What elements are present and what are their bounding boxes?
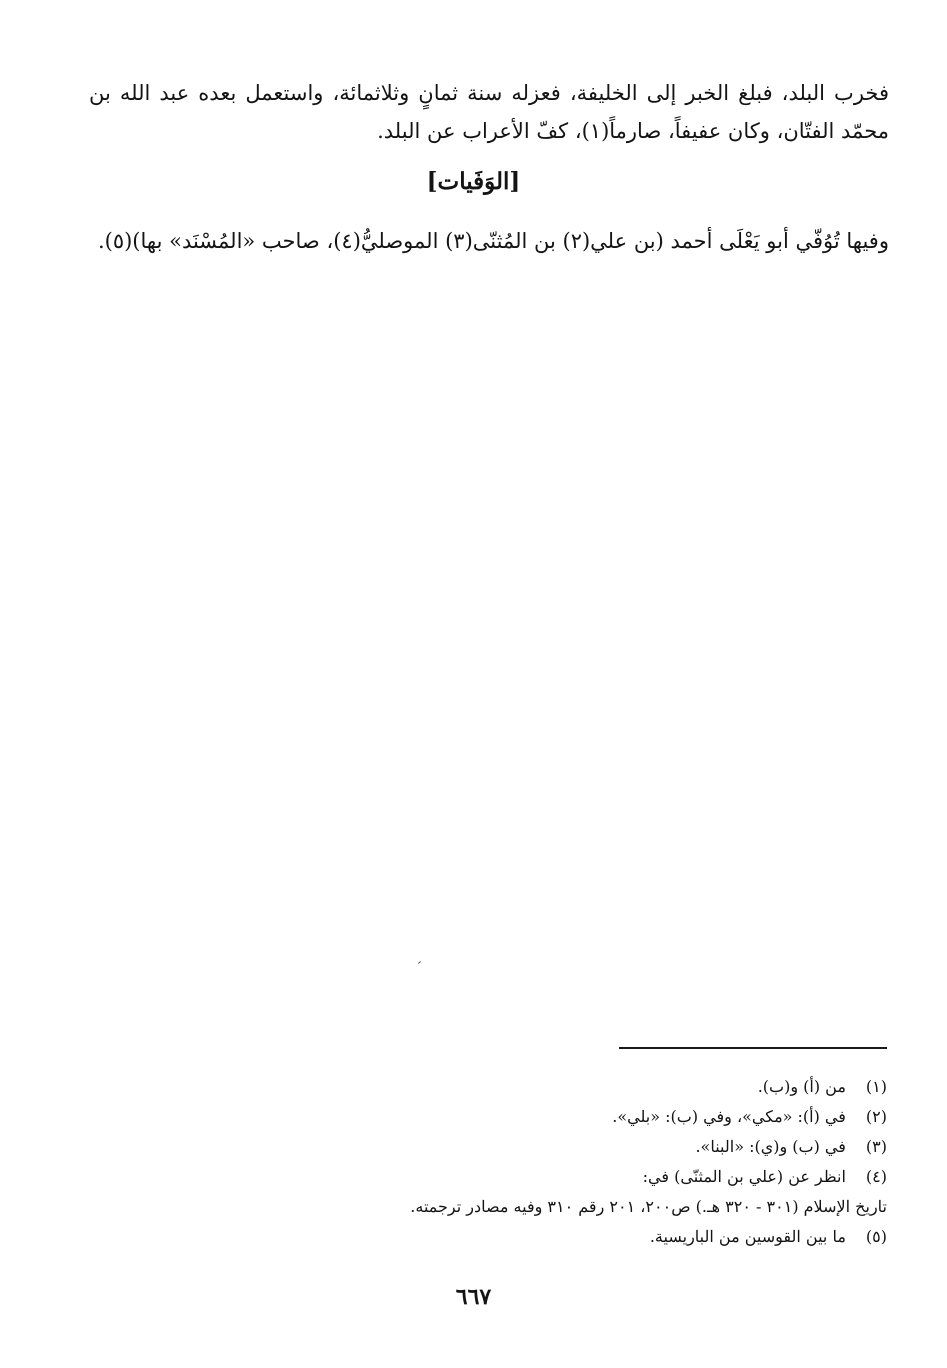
footnote-number: (١) bbox=[865, 1077, 887, 1096]
main-text-block bbox=[89, 74, 889, 150]
footnote-number: (٣) bbox=[865, 1137, 887, 1156]
footnote-number: (٥) bbox=[865, 1227, 887, 1246]
footnote-number: (٤) bbox=[865, 1167, 887, 1186]
obituary-block bbox=[89, 222, 889, 260]
footnote-item bbox=[67, 1132, 887, 1162]
footnote-continuation: تاريخ الإسلام (٣٠١ - ٣٢٠ هـ.) ص٢٠٠، ٢٠١ رقم ٣١٠ وفيه مصادر ترجمته. bbox=[410, 1197, 887, 1216]
obituary-paragraph: وفيها تُوُفّي أبو يَعْلَى أحمد (بن علي(٢) بن المُثنّى(٣) الموصليُّ(٤)، صاحب «المُسْنَد» بها)(٥). bbox=[97, 229, 889, 253]
page-number: ٦٦٧ bbox=[455, 1284, 492, 1310]
footnote-text: من (أ) و(ب). bbox=[757, 1077, 846, 1096]
scan-speck bbox=[418, 961, 421, 964]
section-heading: [الوَفَيات] bbox=[426, 168, 521, 195]
footnote-item bbox=[67, 1162, 887, 1192]
footnote-item bbox=[67, 1072, 887, 1102]
footnote-text: ما بين القوسين من الباريسية. bbox=[649, 1227, 846, 1246]
footnote-divider bbox=[619, 1047, 887, 1049]
main-paragraph: فخرب البلد، فبلغ الخبر إلى الخليفة، فعزله سنة ثمانٍ وثلاثمائة، واستعمل بعده عبد الله بن محمّد الفتّان، وكان عفيفاً، صارماً(١)، كفّ الأعراب عن البلد. bbox=[89, 81, 889, 143]
footnote-text: في (ب) و(ي): «البنا». bbox=[695, 1137, 846, 1156]
footnote-number: (٢) bbox=[865, 1107, 887, 1126]
footnote-item bbox=[67, 1102, 887, 1132]
footnote-text: في (أ): «مكي»، وفي (ب): «بلي». bbox=[612, 1107, 846, 1126]
footnote-item bbox=[67, 1222, 887, 1252]
footnote-text: انظر عن (علي بن المثنّى) في: bbox=[642, 1167, 846, 1186]
footnotes bbox=[67, 1072, 887, 1252]
